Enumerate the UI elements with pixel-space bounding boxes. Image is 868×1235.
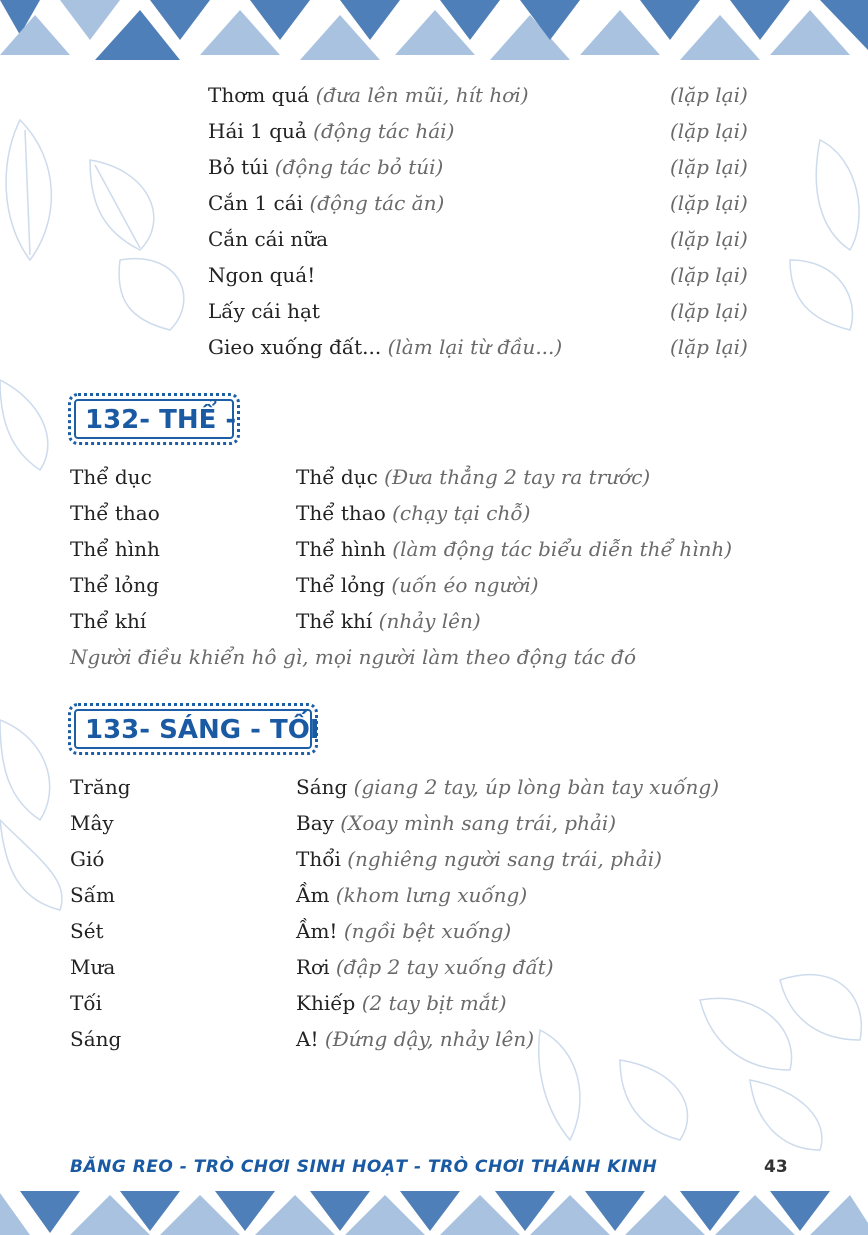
verse-line [208,226,328,252]
response-action-note: (làm động tác biểu diễn thể hình) [392,537,733,561]
call-word: Thể hình [70,537,160,561]
verse-line [208,190,444,216]
response-line [296,500,530,526]
response-word: Ầm! [296,919,338,943]
response-action-note: (2 tay bịt mắt) [361,991,507,1015]
verse-text: Cắn 1 cái [208,191,304,215]
response-action-note: (chạy tại chỗ) [392,501,531,525]
response-line [296,846,662,872]
call-word: Sáng [70,1027,122,1051]
response-action-note: (uốn éo người) [391,573,539,597]
response-action-note: (ngồi bệt xuống) [343,919,512,943]
repeat-label: (lặp lại) [670,335,748,359]
response-action-note: (đập 2 tay xuống đất) [335,955,554,979]
response-word: Rơi [296,955,330,979]
response-line [296,1026,534,1052]
verse-action-note: (đưa lên mũi, hít hơi) [315,83,529,107]
response-action-note: (giang 2 tay, úp lòng bàn tay xuống) [353,775,720,799]
response-line [296,774,719,800]
repeat-label: (lặp lại) [670,263,748,287]
response-line [296,464,650,490]
response-word: Thổi [296,847,341,871]
response-word: Thể hình [296,537,386,561]
response-line [296,536,732,562]
call-word: Mây [70,811,114,835]
verse-text: Hái 1 quả [208,119,307,143]
game-133-title: 133- SÁNG - TỐI [85,715,320,745]
response-line [296,572,539,598]
response-line [296,810,616,836]
call-word: Thể thao [70,501,160,525]
response-word: Thể dục [296,465,378,489]
repeat-label: (lặp lại) [670,155,748,179]
call-word: Thể dục [70,465,152,489]
response-action-note: (Xoay mình sang trái, phải) [340,811,617,835]
verse-line [208,262,315,288]
response-action-note: (nghiêng người sang trái, phải) [347,847,662,871]
response-line [296,918,511,944]
call-word: Thể khí [70,609,147,633]
repeat-label: (lặp lại) [670,227,748,251]
call-word: Thể lỏng [70,573,160,597]
response-word: Bay [296,811,334,835]
response-word: Thể lỏng [296,573,386,597]
verse-action-note: (làm lại từ đầu...) [387,335,563,359]
verse-line [208,118,454,144]
response-line [296,990,507,1016]
verse-text: Ngon quá! [208,263,316,287]
call-word: Sét [70,919,104,943]
verse-line [208,298,320,324]
response-word: Ầm [296,883,330,907]
verse-line [208,154,443,180]
game-132-heading-box [68,393,240,445]
repeat-label: (lặp lại) [670,119,748,143]
verse-text: Bỏ túi [208,155,269,179]
response-word: Thể thao [296,501,386,525]
verse-action-note: (động tác hái) [313,119,455,143]
bottom-triangle-border [0,1183,868,1235]
verse-line [208,334,562,360]
response-action-note: (Đưa thẳng 2 tay ra trước) [384,465,651,489]
response-action-note: (Đứng dậy, nhảy lên) [324,1027,535,1051]
response-action-note: (khom lưng xuống) [335,883,528,907]
game-132-title: 132- THỂ - [85,405,237,435]
response-action-note: (nhảy lên) [378,609,481,633]
response-word: Thể khí [296,609,373,633]
verse-action-note: (động tác bỏ túi) [274,155,444,179]
verse-text: Gieo xuống đất... [208,335,382,359]
response-line [296,954,554,980]
game-132-instruction: Người điều khiển hô gì, mọi người làm theo động tác đó [70,645,637,669]
response-word: A! [296,1027,319,1051]
repeat-label: (lặp lại) [670,83,748,107]
game-133-heading-box [68,703,318,755]
call-word: Trăng [70,775,131,799]
footer-book-title: BĂNG REO - TRÒ CHƠI SINH HOẠT - TRÒ CHƠI THÁNH KINH [70,1157,658,1177]
repeat-label: (lặp lại) [670,299,748,323]
verse-text: Thơm quá [208,83,310,107]
response-word: Sáng [296,775,348,799]
call-word: Tối [70,991,102,1015]
page-number: 43 [764,1157,788,1177]
response-line [296,608,481,634]
response-word: Khiếp [296,991,356,1015]
response-line [296,882,527,908]
call-word: Mưa [70,955,116,979]
verse-action-note: (động tác ăn) [309,191,445,215]
verse-text: Lấy cái hạt [208,299,320,323]
repeat-label: (lặp lại) [670,191,748,215]
verse-text: Cắn cái nữa [208,227,329,251]
call-word: Gió [70,847,105,871]
top-triangle-border [0,0,868,70]
verse-line [208,82,529,108]
call-word: Sấm [70,883,115,907]
